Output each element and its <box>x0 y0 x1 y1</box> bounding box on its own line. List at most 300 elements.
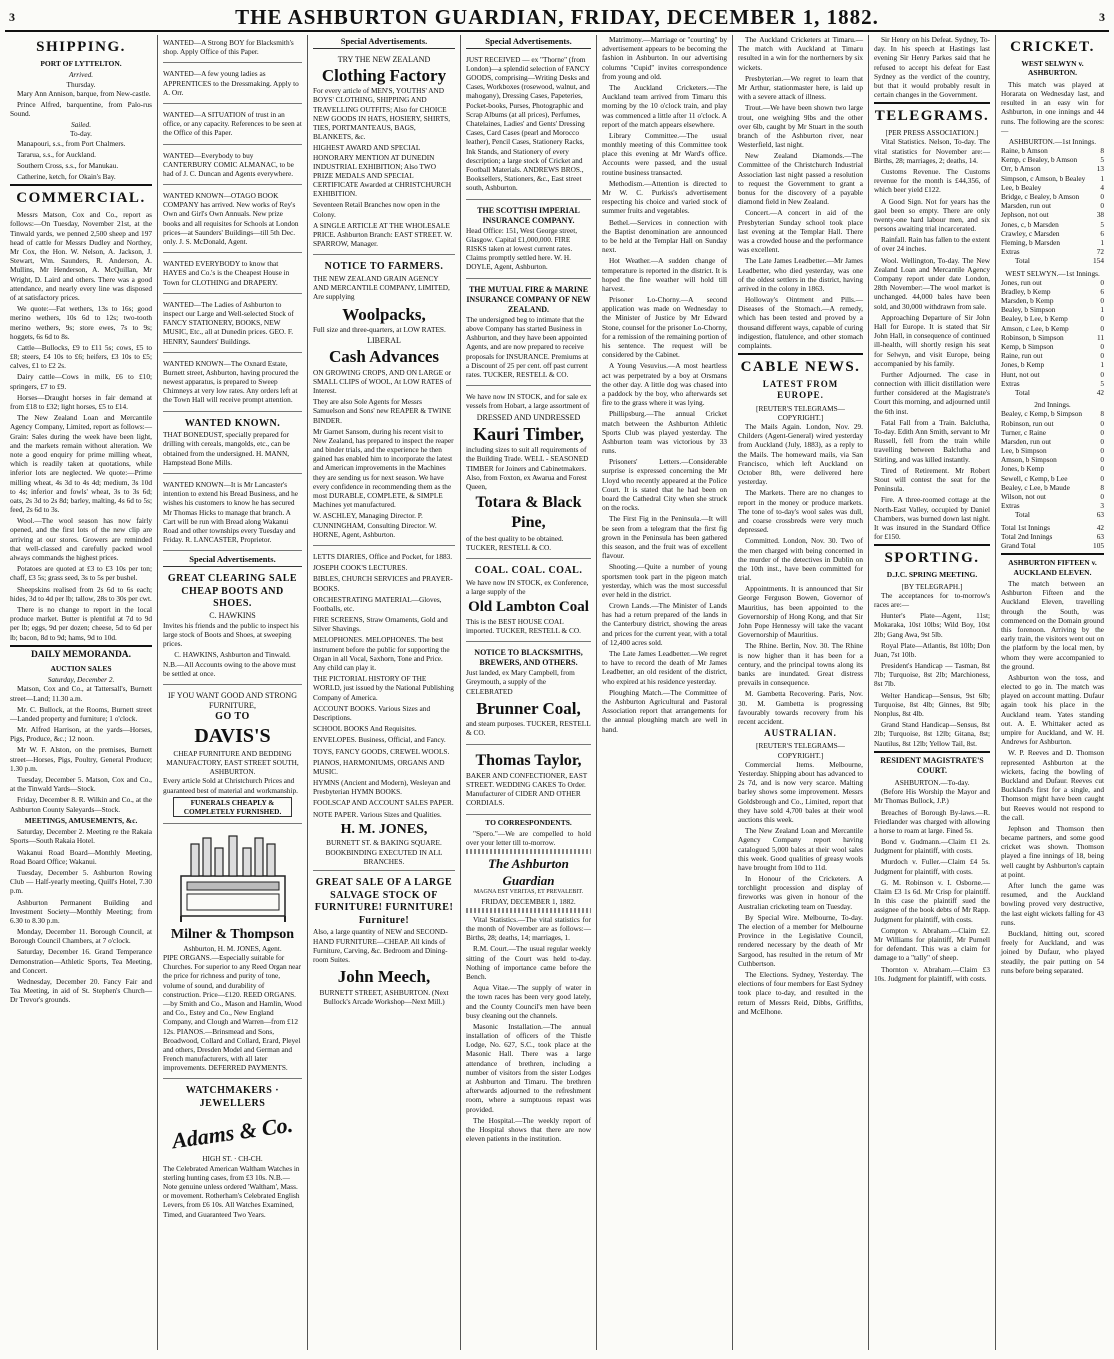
ad-text: Every article Sold at Christchurch Prices and guaranteed best of material and workmanship. <box>163 776 298 795</box>
bonedust-ad <box>163 415 302 474</box>
match-report: Jephson and Thomson then became partners, and some good cricket was shown. Thomson played a fine innings of 18, being well caught by Ashburton's captain at point. <box>1001 823 1104 879</box>
news-paragraph: The Auckland Cricketers at Timaru.—The match with Auckland at Timaru resulted in a win for the northerners by six wickets. <box>738 35 863 72</box>
runs: 1 <box>1100 237 1104 247</box>
score-summary <box>1001 523 1104 551</box>
score-row <box>1001 370 1104 379</box>
sporting-heading: SPORTING. <box>884 550 980 567</box>
ad-text: PIPE ORGANS.—Especially suitable for Churches. For superior to any Reed Organ near the price for richness and purity of tone, volume of sound, and durability of construction. Price—£120. REED ORGANS.—by Smith and Co., Mason and Hamlin, Wood and Co., Estey and Co., New England Company, and Clough and Warren—from £12 12s. PIANOS.—Brinsmead and Sons, Broadwood, Collard and Collard, Erard, Pleyel and others, Dresden Model and German and French manufacturers, with all later improvements. DEFERRED PAYMENTS. <box>163 953 302 1073</box>
score-row <box>1001 409 1104 418</box>
news-paragraph: Concert.—A concert in aid of the Presbyterian Sunday school took place last evening at the Templar Hall. There was a crowded house and the performance was excellent. <box>738 208 863 255</box>
runs: 1 <box>1100 360 1104 370</box>
sailed-day: To-day. <box>70 129 92 139</box>
divider <box>10 645 152 647</box>
ad-name: Woolpacks, <box>342 304 426 324</box>
score-row <box>1001 164 1104 173</box>
total-value: 63 <box>1096 510 1104 520</box>
coal-ad <box>466 562 591 642</box>
divider <box>874 102 990 104</box>
match-report: W. P. Reeves and D. Thomson represented Ashburton at the wickets, facing the bowling of Buckland and Dufaur. Reeves cut Buckland's first for a single, and Thomson might have been caught but Reeves would not respond to the call. <box>1001 748 1104 822</box>
batsman: Extras <box>1001 378 1020 388</box>
court-item: Bond v. Gudmann.—Claim £1 2s. Judgment for plaintiff, with costs. <box>874 837 990 856</box>
organ-illustration <box>173 834 293 922</box>
batsman: Jones, c, b Marsden <box>1001 219 1059 229</box>
news-paragraph: Phillipsburg.—The annual Cricket match between the Ashburton Athletic Sports Club was played yesterday. The Ashburton team was victorious by 33 runs. <box>602 409 727 456</box>
batsman: Sewell, c Kemp, b Lee <box>1001 473 1068 483</box>
list-item: MELOPHONES. MELOPHONES. The best instrument before the public for supporting the Organ in all Vocal, Saxhorn, Tone and Price. Any child can play it. <box>313 635 450 673</box>
ad-heading: GREAT CLEARING SALE CHEAP BOOTS AND SHOES. <box>167 572 298 610</box>
batsman: Total 1st Innings <box>1001 522 1050 532</box>
clothing-factory-ad <box>313 52 455 256</box>
ad-name: Milner & Thompson <box>170 927 295 943</box>
batsman: Crawley, c Marsden <box>1001 228 1060 238</box>
batsman: Bealey, b Simpson <box>1001 305 1056 315</box>
funerals-box: FUNERALS CHEAPLY & COMPLETELY FURNISHED. <box>173 797 292 817</box>
classified-ad <box>163 356 302 412</box>
scottish-ad <box>466 203 591 279</box>
runs: 0 <box>1100 473 1104 483</box>
sporting-subheading: D.J.C. SPRING MEETING. <box>886 570 978 580</box>
newspaper-page <box>5 4 1109 1351</box>
ad-sub: BURNETT STREET, ASHBURTON. (Next Bullock's Arcade Workshop—Next Mill.) <box>319 987 449 1006</box>
ornament-rule <box>466 908 591 913</box>
batsman: Fleming, b Marsden <box>1001 237 1060 247</box>
batsman: Lee, b Simpson <box>1001 446 1047 456</box>
ad-name: John Meech, <box>337 967 431 987</box>
news-paragraph: Matrimony.—Marriage or "courting" by advertisement appears to be becoming the fashion in Ashburton. In our advertising columns "Cupid" invites correspondence from young and old. <box>602 35 727 81</box>
adams-ad <box>163 1082 302 1224</box>
australian-item: The Elections. Sydney, Yesterday. The elections of four members for East Sydney took place to-day, and resulted in the return of Messrs Reid, Dibbs, Griffiths, and McElhone. <box>738 969 863 1016</box>
score-total <box>1015 510 1104 519</box>
ad-text: WANTED—A few young ladies as APPRENTICES to the Dressmaking. Apply to A. Orr. <box>163 69 299 97</box>
telegram-item: Fire. A three-roomed cottage at the North-East Valley, occupied by Daniel Chambers, was burned down last night. It was insured in the Standard Office for £150. <box>874 495 990 542</box>
ad-text: Head Office: 151, West George street, Glasgow. Capital £1,000,000. FIRE RISKS taken at lowest current rates. Claims promptly settled here. W. H. DOYLE, Agent, Ashburton. <box>466 225 578 272</box>
runs: 0 <box>1100 464 1104 474</box>
news-paragraph: Ploughing Match.—The Committee of the Ashburton Agricultural and Pastoral Association report that arrangements for the annual ploughing match are well in hand. <box>602 687 727 734</box>
runs: 38 <box>1096 210 1104 220</box>
jones-list-ad <box>313 549 455 871</box>
commercial-paragraph: Messrs Matson, Cox and Co., report as follows:—On Tuesday, November 21st, at the Tinwald yards, we penned 2,500 sheep and 197 head of cattle for Messrs Dudley and Northey, Mr Cox, the Hon. W. Nelson, A. Jackson, J. Stewart, Wm. Saunders, R. Anderson, A. Mullins, Mr Henderson, A. McQuillan, Mr Wright, D. Laird and others. There was a good attendance, and nearly every line was disposed of at satisfactory prices. <box>10 210 152 302</box>
ad-text: We have now IN STOCK, and for sale ex vessels from Hobart, a large assortment of <box>466 392 590 411</box>
sporting-item: The acceptances for to-morrow's races are:— <box>874 590 990 609</box>
meeting-item: Wakanui Road Board—Monthly Meeting, Road Board Office; Wakanui. <box>10 847 152 866</box>
score-row <box>1001 155 1104 164</box>
ad-label: WATCHMAKERS · JEWELLERS <box>185 1085 280 1110</box>
runs: 0 <box>1100 314 1104 324</box>
meeting-item: Wednesday, December 20. Fancy Fair and Tea Meeting, in aid of St. Stephen's Church—Dr Trevor's grounds. <box>10 977 152 1005</box>
runs: 5 <box>1100 219 1104 229</box>
runs: 0 <box>1100 418 1104 428</box>
ad-text: HIGHEST AWARD AND SPECIAL HONORARY MENTION AT DUNEDIN INDUSTRIAL EXHIBITION; Also TWO PRIZE MEDALS AND SPECIAL CERTIFICATE Awarded at CHRISTCHURCH EXHIBITION. <box>313 143 452 199</box>
batsman: Jones, b Kemp <box>1001 360 1045 370</box>
ad-sub: Ashburton, H. M. JONES, Agent. <box>183 943 282 953</box>
innings-heading: ASHBURTON.—1st Innings. <box>1008 136 1097 146</box>
ad-text: of the best quality to be obtained. TUCKER, RESTELL & CO. <box>466 533 564 552</box>
score-row <box>1001 192 1104 201</box>
ad-lead: LIBERAL <box>367 336 401 346</box>
batsman: Robinson, run out <box>1001 418 1054 428</box>
ad-heading: NOTICE TO FARMERS. <box>324 261 444 273</box>
runs: 8 <box>1100 482 1104 492</box>
ad-text: WANTED—A SITUATION of trust in an office, or any capacity. References to be seen at the Office of this Paper. <box>163 109 302 138</box>
court-item: Thornton v. Abraham.—Claim £3 10s. Judgment for plaintiff, with costs. <box>874 964 990 983</box>
telegram-item: Approaching Departure of Sir John Hall for Europe. It is stated that Sir John Hall, in consequence of continued ill-health, will shortly resign his seat for Selwyn, and visit Europe, being accompanied by his family. <box>874 312 990 368</box>
ad-sub: BURNETT ST. & BAKING SQUARE. BOOKBINDING EXECUTED IN ALL BRANCHES. <box>325 838 443 866</box>
telegram-item: Fatal Fall from a Train. Balclutha, To-day. Edith Ann Smith, servant to Mr Russell, fell from the train while travelling between Balclutha and Stirling, and was killed instantly. <box>874 417 990 464</box>
runs: 6 <box>1100 228 1104 238</box>
auction-item: Mr. C. Bullock, at the Rooms, Burnett street—Landed property and furniture; 1 o'clock. <box>10 704 152 723</box>
australian-item: In Honour of the Cricketers. A torchlight procession and display of fireworks was given in honour of the Australian cricketing team on Tuesday. <box>738 874 863 911</box>
news-paragraph: Methodism.—Attention is directed to Mr W. C. Purkiss's advertisement respecting his choice and varied stock of summer fruits and vegetables. <box>602 178 727 216</box>
classified-ad <box>163 35 302 63</box>
batsman: Hunt, not out <box>1001 369 1040 379</box>
score-row <box>1001 314 1104 323</box>
batsman: Bealey, b Lee, b Kemp <box>1001 314 1068 324</box>
divider <box>874 751 990 753</box>
australian-credit: [REUTER'S TELEGRAMS—COPYRIGHT.] <box>756 741 845 760</box>
telegram-item: Further Adjourned. The case in connection with illicit distillation were further considered at the Magistrate's Court this morning, and adjourned until the 6th inst. <box>874 369 990 416</box>
ad-heading: THE SCOTTISH IMPERIAL INSURANCE COMPANY. <box>477 205 580 225</box>
score-row <box>1001 305 1104 314</box>
ad-text: WANTED KNOWN—It is Mr Lancaster's intention to extend his Bread Business, and he wishes his customers to know he has secured Mr Thomas Hicks to manage that branch. A Cart will be run with Bread along Wakanui Road and other townships every Tuesday and Friday. R. LANCASTER, Proprietor. <box>163 479 298 545</box>
editorial-paragraph: Aqua Vitae.—The supply of water in the town races has been very good lately, and the County Council's men have been busy cleaning out the channels. <box>466 983 591 1020</box>
auction-item: Tuesday, December 5. Matson, Cox and Co., at the Tinwald Yards—Stock. <box>10 775 152 794</box>
ad-text: We have now IN STOCK, ex Conference, a large supply of the <box>466 577 589 596</box>
score-total <box>1015 388 1104 397</box>
batsman: Extras <box>1001 501 1020 511</box>
sailing: Catherine, ketch, for Okain's Bay. <box>17 172 116 182</box>
meech-ad <box>313 874 455 1010</box>
shipping-heading: SHIPPING. <box>36 39 126 55</box>
ad-text: Mr Garnet Sansom, during his recent visit to New Zealand, has prepared to inspect the reaper and binder trials, and the experience he then gained has enabled him to incorporate the latest and American improvements in the Machines they are sending us for next season. We have every confidence in recommending them as the most DURABLE, COMPLETE, & SIMPLE Machines yet manufactured. <box>313 426 454 510</box>
classified-ad <box>163 188 302 253</box>
ad-text: Also, a large quantity of NEW and SECOND-HAND FURNITURE—CHEAP. All kinds of Furniture, Carving, &c. Bedroom and Dining-room Suites. <box>313 927 448 964</box>
runs: 0 <box>1100 277 1104 287</box>
ad-sub: CHEAP FURNITURE AND BEDDING MANUFACTORY, EAST STREET SOUTH, ASHBURTON. <box>166 748 299 777</box>
mutual-ad <box>466 282 591 387</box>
match-report: After lunch the game was resumed, and the Auckland bowling proved very destructive, the last eight wickets falling for 43 runs. <box>1001 881 1104 927</box>
score-row <box>1001 247 1104 256</box>
match-report: The match between an Ashburton Fifteen and the Auckland Eleven, travelling through the South, was commenced on the Domain ground this forenoon. Arriving by the early train, the visitors went out on the platform by the local men, by whom they were accompanied to the ground. <box>1001 579 1104 671</box>
classified-ad <box>163 148 302 186</box>
batsman: Extras <box>1001 247 1020 257</box>
guardian-motto: MAGNA EST VERITAS, ET PREVALEBIT. <box>473 889 584 896</box>
ad-text: WANTED—The Ladies of Ashburton to inspect our Large and Well-selected Stock of FANCY STATIONERY, BOOKS, NEW MUSIC, Etc., all at Dunedin prices. GEO. F. HENRY, Saunders' Buildings. <box>163 299 294 346</box>
court-item: Murdoch v. Fuller.—Claim £4 5s. Judgment for plaintiff, with costs. <box>874 857 990 876</box>
court-heading: RESIDENT MAGISTRATE'S COURT. <box>880 755 984 775</box>
ad-name: Totara & Black Pine, <box>475 494 582 532</box>
news-paragraph: The Auckland Cricketers.—The Auckland team arrived from Timaru this morning by the 10 o'clock train, and play was commenced a little after 11 o'clock. A report of the match appears elsewhere. <box>602 82 727 129</box>
batsman: Jones, run out <box>1001 277 1042 287</box>
ad-text: WANTED KNOWN—OTAGO BOOK COMPANY has arrived. New works of Rey's Own and Girl's Own Annuals. New prize books and all requisites for Schools at London prices—at Saunders' Buildings—till 5th Dec. only. J. S. McDonald, Agent. <box>163 191 299 246</box>
score-row <box>1001 183 1104 192</box>
news-paragraph: Crown Lands.—The Minister of Lands has had a return prepared of the lands in the Canterbury district, showing the areas and prices for the current year, with a total of 12,400 acres sold. <box>602 601 727 647</box>
batsman: Lee, b Bealey <box>1001 182 1042 192</box>
meeting-item: Monday, December 11. Borough Council, at Borough Council Chambers, at 7 o'clock. <box>10 927 152 946</box>
column-cable-news <box>733 35 869 1350</box>
ad-text: WANTED KNOWN—The Oxnard Estate, Burnett street, Ashburton, having procured the newest apparatus, is prepared to Sweep Chimneys at very low rates. Any orders left at the Town Hall will receive prompt attention. <box>163 358 299 405</box>
telegram-item: Wool. Wellington, To-day. The New Zealand Loan and Mercantile Agency Company report under date London, 28th November:—The wool market is unchanged. 44,000 bales have been sold, and 30,000 withdrawn from sale. <box>874 255 990 311</box>
list-item: FOOLSCAP AND ACCOUNT SALES PAPER. <box>313 798 454 808</box>
score-row <box>1001 324 1104 333</box>
news-paragraph: Prisoner Lo-Chorny.—A second application was made on Wednesday to the Minister of Justice by Mr Edward Stone, counsel for the prisoner Lo-Chorny, for a remission of the remaining portion of his sentence. The request will be considered by the Cabinet. <box>602 295 727 360</box>
ad-text: This is the BEST HOUSE COAL imported. TUCKER, RESTELL & CO. <box>466 616 581 635</box>
match-report: Ashburton won the toss, and elected to go in. The match was played on account matting. Dufaur again took his place in the Auckland team. Yates standing out. A. E. Whittaker acted as umpire for Auckland, and W. H. Andrews for Ashburton. <box>1001 672 1104 747</box>
list-item: BIBLES, CHURCH SERVICES and PRAYER-BOOKS. <box>313 574 453 593</box>
runs: 0 <box>1100 446 1104 456</box>
batsman: Marsden, run out <box>1001 201 1052 211</box>
kauri-ad <box>466 389 591 559</box>
score-row <box>1001 437 1104 446</box>
sporting-item: Hunter's Plate—Agent, 11st; Mokaraka, 10st 10lbs; Wild Boy, 10st 2lb; Gang Awa, 9st 5lb. <box>874 611 990 639</box>
ad-heading: THE MUTUAL FIRE & MARINE INSURANCE COMPANY OF NEW ZEALAND. <box>466 284 591 314</box>
australian-heading: AUSTRALIAN. <box>764 728 837 739</box>
court-subheading: ASHBURTON.—To-day. <box>894 777 970 787</box>
telegrams-credit: [PER PRESS ASSOCIATION.] <box>885 128 979 138</box>
commercial-heading: COMMERCIAL. <box>16 190 146 207</box>
special-ads-heading: Special Advertisements. <box>313 36 455 49</box>
ad-name: Clothing Factory <box>321 65 447 85</box>
brunner-ad <box>466 645 591 745</box>
score-row <box>1001 342 1104 351</box>
batsman: Grand Total <box>1001 540 1036 550</box>
port-heading: PORT OF LYTTELTON. <box>40 58 122 68</box>
sailed-label: Sailed. <box>70 120 92 130</box>
list-item: HYMNS (Ancient and Modern), Wesleyan and Presbyterian HYMN BOOKS. <box>313 778 451 797</box>
column-shipping <box>5 35 158 1350</box>
column-wanted-ads <box>158 35 308 1350</box>
classified-ad <box>163 107 302 145</box>
page-number-right: 3 <box>1099 9 1105 24</box>
ad-text: N.B.—All Accounts owing to the above must be settled at once. <box>163 659 296 678</box>
cable-subheading: LATEST FROM EUROPE. <box>762 379 839 401</box>
batsman: Bealey, c Kemp, b Simpson <box>1001 409 1082 419</box>
cable-item: M. Gambetta Recovering. Paris, Nov. 30. M. Gambetta is progressing favourably towards recovery from his recent accident. <box>738 689 863 726</box>
meeting-item: Saturday, December 2. Meeting re the Rakaia Sports—South Rakaia Hotel. <box>10 827 152 846</box>
auction-item: Matson, Cox and Co., at Tattersall's, Burnett street—Land; 11.30 a.m. <box>10 684 152 703</box>
score-row <box>1001 419 1104 428</box>
meeting-item: Saturday, December 16. Grand Temperance Demonstration—Athletic Sports, Tea Meeting, and Concert. <box>10 947 152 975</box>
cricket-intro: This match was played at Horarata on Wednesday last, and resulted in an easy win for Ashburton, in one innings and 44 runs. The following are the scores:— <box>1001 79 1104 135</box>
batsman: Orr, b Amson <box>1001 164 1041 174</box>
ad-text: Just landed, ex Mary Campbell, from Greymouth, a supply of the CELEBRATED <box>466 668 575 696</box>
commercial-paragraph: Horses—Draught horses in fair demand at from £18 to £32; light horses, £5 to £14. <box>10 392 152 412</box>
commercial-paragraph: Potatoes are quoted at £3 to £3 10s per ton; chaff, £3 5s; grass seed, 3s to 5s per bushel. <box>10 564 152 583</box>
ad-text: WANTED EVERYBODY to know that HAYES and Co.'s is the Cheapest House in Town for CLOTHING and DRAPERY. <box>163 259 290 287</box>
total-label: Total <box>1015 256 1030 266</box>
runs: 8 <box>1100 409 1104 419</box>
news-paragraph: The First Fig in the Peninsula.—It will be seen from a telegram that the first fig grown in the Peninsula has been gathered this season, and the fruit was of excellent flavour. <box>602 514 727 561</box>
meeting-item: Tuesday, December 5. Ashburton Rowing Club — Half-yearly meeting, Quill's Hotel, 7.30 p.m. <box>10 867 152 896</box>
innings-heading: WEST SELWYN.—1st Innings. <box>1005 268 1100 278</box>
cable-heading: CABLE NEWS. <box>740 359 861 376</box>
column-special-ads-2 <box>461 35 597 1350</box>
editorial-paragraph: R.M. Court.—The usual regular weekly sitting of the Court was held to-day. Nothing of importance came before the Bench. <box>466 944 591 981</box>
score-row <box>1001 278 1104 287</box>
runs: 0 <box>1100 369 1104 379</box>
ad-text: Full size and three-quarters, at LOW RATES. <box>313 324 446 334</box>
batsman: Robinson, b Simpson <box>1001 332 1064 342</box>
news-paragraph: A Young Vesuvius.—A most heartless act was perpetrated by a boy at Orsmans the other day. A little dog was chased into a paddock by the boy, who afterwards set fire to the grass where it was lying. <box>602 361 727 408</box>
sailing: Tararua, s.s., for Auckland. <box>17 149 96 159</box>
score-row <box>1001 492 1104 501</box>
batsman: Bradley, b Kemp <box>1001 286 1051 296</box>
divider <box>10 184 152 186</box>
news-paragraph: Hot Weather.—A sudden change of temperature is reported in the district. It is hoped the fine weather will hold till harvest. <box>602 256 727 293</box>
runs: 0 <box>1100 351 1104 361</box>
guardian-title: The Ashburton Guardian <box>488 856 569 888</box>
arrived-label: Arrived. <box>68 70 94 80</box>
ad-text: including sizes to suit all requirements of the Building Trade. WELL - SEASONED TIMBER for Joiners and Cabinetmakers. Also, from Foxton, ex Awarua and Forest Queen, <box>466 445 589 492</box>
column-local-news <box>597 35 733 1350</box>
classified-ad <box>163 66 302 104</box>
meetings-heading: MEETINGS, AMUSEMENTS, &c. <box>24 815 138 825</box>
commercial-paragraph: Dairy cattle—Cows in milk, £6 to £10; springers, £7 to £9. <box>10 372 152 391</box>
match-report: Buckland, hitting out, scored freely for Auckland, and was joined by Dufaur, who played steadily, the pair putting on 54 runs before being separated. <box>1001 928 1104 975</box>
score-row <box>1001 446 1104 455</box>
taylor-ad <box>466 748 591 815</box>
batsman: Jephson, not out <box>1001 210 1049 220</box>
news-paragraph: Prisoners' Letters.—Considerable surprise is expressed concerning the Mr Lloyd who recently appeared at the Police Court. It is stated that he had been on board the Cathedral City when she struck on the rocks. <box>602 457 727 513</box>
court-item: G. M. Robinson v. I. Osborne.—Claim £3 1s 6d. Mr Crisp for plaintiff. In this case the plaintiff sued the assignee of the book debts of Mr Rapp. Judgment for plaintiff, with costs. <box>874 877 990 924</box>
batsman: Raine, run out <box>1001 351 1043 361</box>
score-row <box>1001 455 1104 464</box>
score-total <box>1015 256 1104 265</box>
auction-item: Mr W. F. Alston, on the premises, Burnett street—Horses, Pigs, Poultry, General Produce; 1.30 p.m. <box>10 745 152 773</box>
score-row <box>1001 474 1104 483</box>
ad-name: DAVIS'S <box>194 724 271 747</box>
runs: 0 <box>1100 323 1104 333</box>
sporting-item: Royal Plate—Atlantis, 8st 10lb; Don Juan, 7st 10lb. <box>874 640 990 659</box>
ad-name: C. HAWKINS <box>209 610 256 620</box>
score-row <box>1001 201 1104 210</box>
list-item: THE PICTORIAL HISTORY OF THE WORLD, just issued by the National Publishing Company of America. <box>313 674 454 702</box>
page-number: 3 <box>9 9 15 24</box>
editorial-paragraph: Vital Statistics.—The vital statistics for the month of November are as follows:—Births, 28; deaths, 14; marriages, 1. <box>466 914 591 943</box>
ad-name: Kauri Timber, <box>473 423 584 444</box>
list-item: NOTE PAPER. Various Sizes and Qualities. <box>313 809 442 819</box>
ad-go: GO TO <box>215 711 250 723</box>
runs: 3 <box>1100 501 1104 511</box>
batsman: Wilson, not out <box>1001 492 1046 502</box>
ad-text: Invites his friends and the public to inspect his large stock of Boots and Shoes, at sweeping prices. <box>163 620 299 649</box>
commercial-paragraph: The New Zealand Loan and Mercantile Agency Company, Limited, report as follows:—Grain: Sales during the week have been light, and the markets remain without alteration. We note a good enquiry for prime milling wheat, which is readily taken at quotations, while inferior lots are neglected. We quote:—Prime milling wheat, 4s 3d to 4s 4d; medium, 3s 10d to 4s; inferior and fowls' wheat, 3s to 3s 6d; oats, 2s 3d to 2s 8d; barley, malting, 4s 6d to 5s; feed, 2s 6d to 3s. <box>10 413 152 515</box>
masthead-title: THE ASHBURTON GUARDIAN, FRIDAY, DECEMBER 1, 1882. <box>235 4 879 29</box>
score-row <box>1001 428 1104 437</box>
score-row <box>1001 532 1104 541</box>
news-paragraph: Trout.—We have been shown two large trout, one weighing 9lbs and the other over 6lb, caught by Mr Stuart in the south branch of the Ashburton river, near Westerfield, last night. <box>738 103 863 150</box>
cable-item: Committed. London, Nov. 30. Two of the men charged with being concerned in the murder of the detectives in Dublin on the 10th inst., have been committed for trial. <box>738 536 863 583</box>
score-row <box>1001 541 1104 550</box>
australian-item: The New Zealand Loan and Mercantile Agency Company report having catalogued 5,000 bales at their wool sales this week. Good qualities of greasy wools have brought from 10d to 11d. <box>738 826 863 872</box>
list-item: SCHOOL BOOKS And Requisites. <box>313 724 417 734</box>
runs: 72 <box>1096 247 1104 257</box>
divider <box>738 353 863 355</box>
score-row <box>1001 351 1104 360</box>
news-paragraph: Library Committee.—The usual monthly meeting of this Committee took place this evening at Mr Ward's office. Accounts were passed, and the usual routine business transacted. <box>602 130 727 177</box>
score-row <box>1001 360 1104 369</box>
telegram-item: Tired of Retirement. Mr Robert Stout will contest the seat for the Peninsula. <box>874 465 990 494</box>
commercial-paragraph: We quote:—Fat wethers, 13s to 16s; good merino wethers, 10s 6d to 12s; two-tooth merino wethers, 9s; store ewes, 7s to 9s; hoggets, 6s 6d to 8s. <box>10 304 152 341</box>
score-row <box>1001 483 1104 492</box>
batsman: Bridge, c Bealey, b Amson <box>1001 192 1080 202</box>
sporting-item: Welter Handicap—Sensus, 9st 6lb; Turquoise, 8st 4lb; Ginnes, 8st 9lb; Nonplus, 8st 4lb. <box>874 690 990 719</box>
batsman: Marsden, b Kemp <box>1001 296 1054 306</box>
ad-heading: NOTICE TO BLACKSMITHS, BREWERS, AND OTHERS. <box>474 648 583 668</box>
arrived-day: Thursday. <box>66 79 96 89</box>
runs: 6 <box>1100 286 1104 296</box>
telegram-item: A Good Sign. Not for years has the gaol been so empty. There are only twenty-one hard labour men, and six persons awaiting trial incarcerated. <box>874 196 990 234</box>
ad-name: Adams & Co. <box>170 1111 295 1154</box>
court-item: Compton v. Abraham.—Claim £2. Mr Williams for plaintiff, Mr Purnell for defendant. This was a claim for damage to a "tally" of sheep. <box>874 925 990 963</box>
ad-sub: HIGH ST. · CH-CH. <box>202 1154 263 1164</box>
total-label: Total <box>1015 387 1030 397</box>
score-row <box>1001 296 1104 305</box>
special-ads-heading: Special Advertisements. <box>466 36 591 49</box>
auckland-match-heading: ASHBURTON FIFTEEN v. AUCKLAND ELEVEN. <box>1008 558 1097 577</box>
ad-heading: GREAT SALE OF A LARGE SALVAGE STOCK OF FURNITURE! FURNITURE! Furniture! <box>314 877 454 926</box>
ad-text: JUST RECEIVED — ex "Thorne" (from London)—a splendid selection of FANCY GOODS, comprising—Writing Desks and Cases, Workboxes (rosewood, walnut, and mahogany), Dressing Cases, Papeteries, Pocket-books, Purses, Photographic and Scrap Albums (at all prices), Perfumes, Chatelaines, Ladies' and Gents' Dressing Cases, Card Cases (pearl and Morocco leather), Pencil Cases, Stationery Racks, Ink Stands, and Stationery of every description; a large stock of Cricket and Football Materials. ANDREWS BROS., Booksellers, Stationers, &c., East street south, Ashburton. <box>466 54 590 193</box>
runs: 0 <box>1100 201 1104 211</box>
innings-heading: 2nd Innings. <box>1034 400 1071 410</box>
score-row <box>1001 333 1104 342</box>
cricket-heading: CRICKET. <box>1010 39 1095 55</box>
ad-name: H. M. JONES, <box>340 821 428 837</box>
runs: 0 <box>1100 296 1104 306</box>
telegram-item: Rainfall. Rain has fallen to the extent of over 24 inches. <box>874 235 990 254</box>
court-item: Breaches of Borough By-laws.—R. Friedlander was charged with allowing a horse to roam at large. Fined 5s. <box>874 807 990 835</box>
score-row <box>1001 146 1104 155</box>
scorecard-west-selwyn-2nd <box>1001 409 1104 510</box>
batsman: Bealey, c Lee, b Maude <box>1001 482 1070 492</box>
columns <box>5 35 1109 1350</box>
scorecard-ashburton <box>1001 146 1104 256</box>
memoranda-heading: DAILY MEMORANDA. <box>30 649 132 660</box>
ad-name: Old Lambton Coal <box>468 598 589 615</box>
auction-day: Saturday, December 2. <box>47 675 115 685</box>
list-item: FIRE SCREENS, Straw Ornaments, Gold and Silver Shavings. <box>313 615 448 634</box>
divider <box>874 544 990 546</box>
telegrams-heading: TELEGRAMS. <box>874 108 990 125</box>
hawkins-ad <box>163 570 302 685</box>
score-row <box>1001 210 1104 219</box>
ornament-rule <box>466 849 591 854</box>
editorial-paragraph: The Hospital.—The weekly report of the Hospital shows that there are now eleven patients in the institution. <box>466 1115 591 1144</box>
ad-text: For every article of MEN'S, YOUTHS' AND BOYS' CLOTHING, SHIPPING AND TRAVELLING OUTFITS; Also for CHOICE NEW GOODS IN HATS, HOSIERY, SHIRTS, TIES, PORTMANTEAUS, BAGS, BLANKETS, &c. <box>313 86 451 142</box>
list-item: ACCOUNT BOOKS. Various Sizes and Descriptions. <box>313 703 431 722</box>
ad-text: BAKER AND CONFECTIONER, EAST STREET. WEDDING CAKES To Order. Manufacturer of CIDER AND OTHER CORDIALS. <box>466 770 588 808</box>
sporting-item: President's Handicap — Tasman, 8st 7lb; Turquoise, 8st 2lb; Marchioness, 8st 7lb. <box>874 661 990 689</box>
batsman: Simpson, c Amson, b Bealey <box>1001 173 1086 183</box>
ad-signature: C. HAWKINS, Ashburton and Tinwald. <box>174 650 291 660</box>
sailing: Southern Cross, s.s., for Manukau. <box>17 161 119 171</box>
runs: 5 <box>1100 378 1104 388</box>
score-row <box>1001 379 1104 388</box>
ad-lead: TRY THE NEW ZEALAND <box>337 54 431 64</box>
batsman: Marsden, run out <box>1001 436 1052 446</box>
batsman: Turner, c Raine <box>1001 427 1047 437</box>
correspondents-heading: TO CORRESPONDENTS. <box>485 817 572 827</box>
runs: 63 <box>1096 531 1104 541</box>
ad-text: ON GROWING CROPS, AND ON LARGE or SMALL CLIPS of WOOL, At LOW RATES of Interest. <box>313 367 452 395</box>
column-telegrams <box>869 35 996 1350</box>
news-paragraph: Bethel.—Services in connection with the Baptist denomination are announced to be held at the Templar Hall on Sunday next. <box>602 217 727 255</box>
list-item: TOYS, FANCY GOODS, CREWEL WOOLS. <box>313 746 450 756</box>
cricket-subheading: WEST SELWYN v. ASHBURTON. <box>1021 58 1084 78</box>
runs: 11 <box>1096 332 1104 342</box>
ad-name: Cash Advances <box>328 347 440 367</box>
ad-text: WANTED—A Strong BOY for Blacksmith's shop. Apply Office of this Paper. <box>163 38 294 57</box>
commercial-paragraph: Sheepskins realised from 2s 6d to 6s each; hides, 3d to 4d per lb; tallow, 28s to 30s per cwt. <box>10 584 152 603</box>
